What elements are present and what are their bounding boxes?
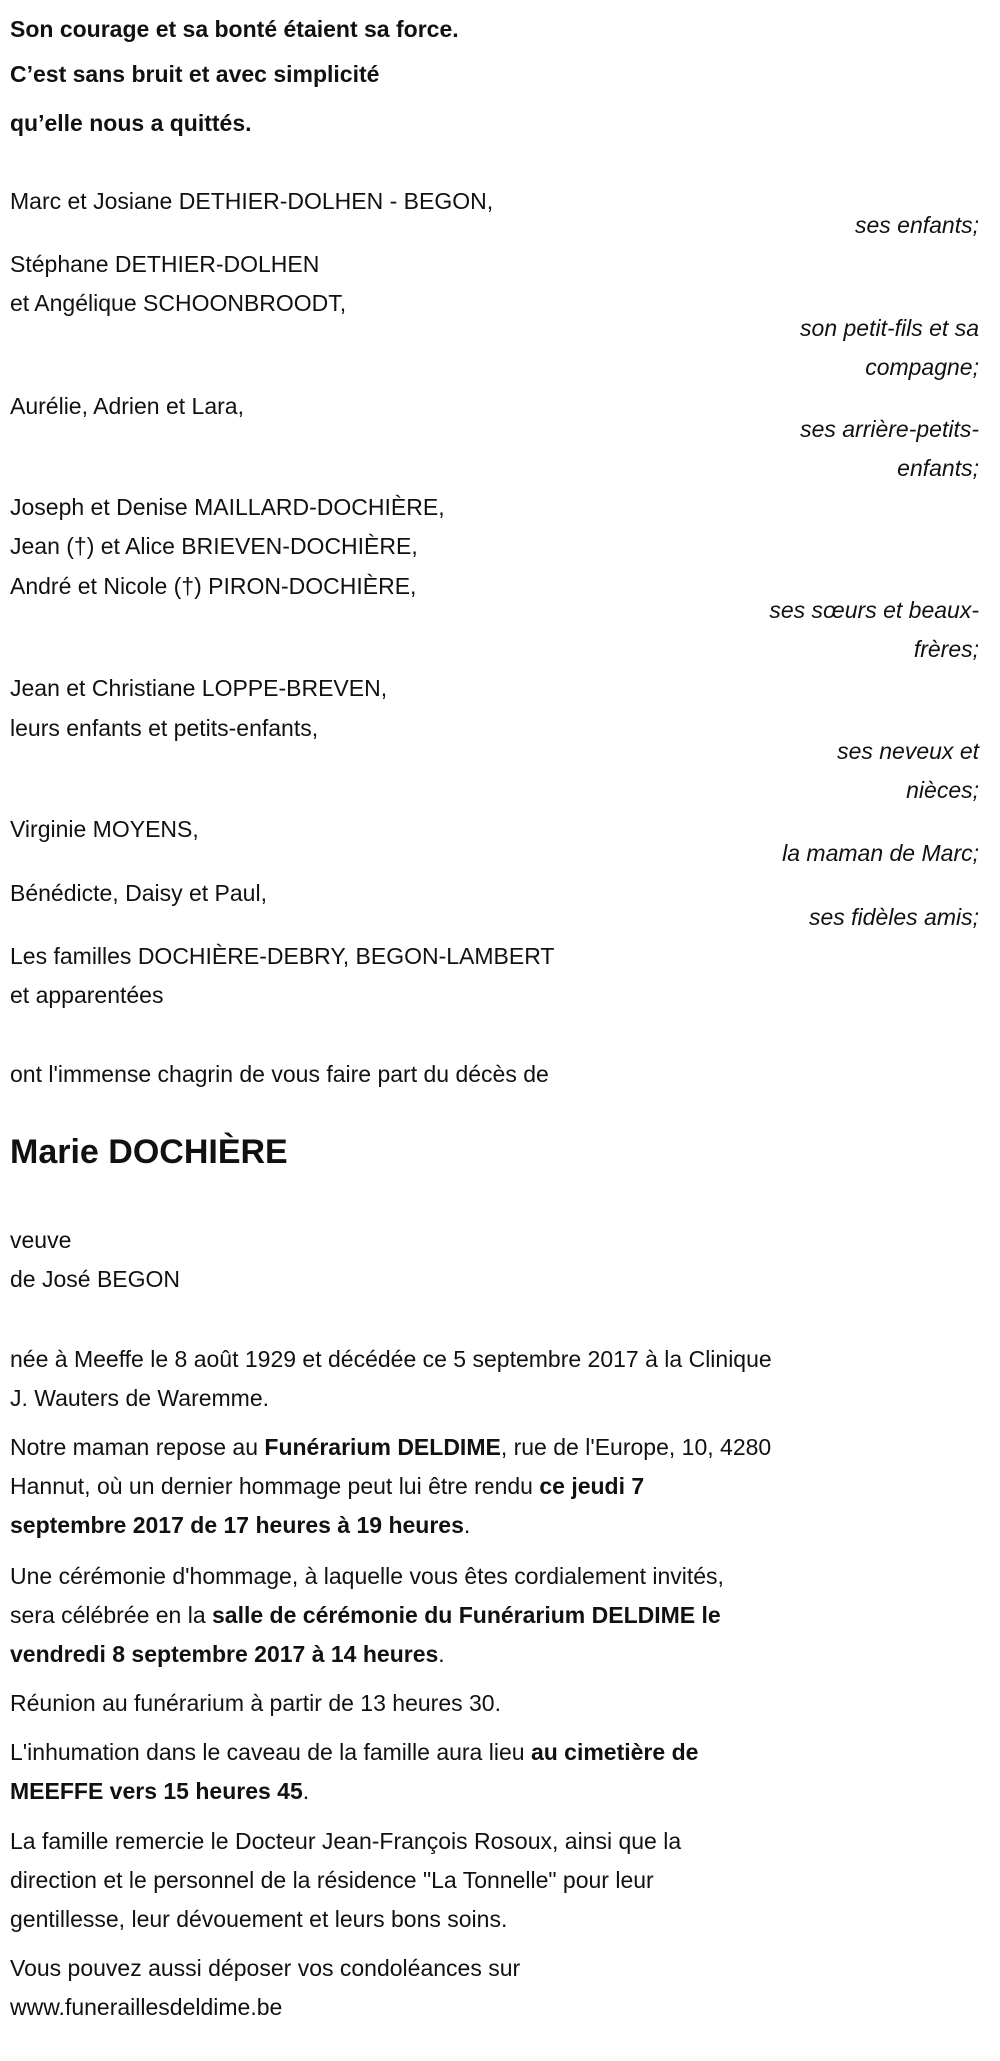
text: Notre maman repose au — [10, 1434, 265, 1460]
family-relation: la maman de Marc; — [782, 840, 979, 866]
text: . — [438, 1641, 445, 1667]
burial-text — [10, 1737, 698, 1767]
family-relation: enfants; — [897, 455, 979, 481]
family-relation: compagne; — [865, 354, 979, 380]
family-relation: ses enfants; — [854, 212, 979, 238]
burial-time: MEEFFE vers 15 heures 45 — [10, 1778, 303, 1804]
family-name: et Angélique SCHOONBROODT, — [10, 290, 347, 316]
ceremony-text — [10, 1639, 445, 1669]
family-name: Virginie MOYENS, — [10, 816, 199, 842]
family-name: Aurélie, Adrien et Lara, — [10, 393, 244, 419]
family-relation: son petit-fils et sa — [800, 315, 979, 341]
visitation-date: ce jeudi 7 — [539, 1473, 645, 1499]
quote-line: Son courage et sa bonté étaient sa force. — [10, 16, 459, 42]
announcement: ont l'immense chagrin de vous faire part du décès de — [10, 1061, 549, 1087]
family-relation: frères; — [913, 636, 979, 662]
text: , rue de l'Europe, 10, 4280 — [500, 1434, 772, 1460]
ceremony-date: vendredi 8 septembre 2017 à 14 heures — [10, 1641, 439, 1667]
visitation-text — [10, 1432, 771, 1462]
family-relation: ses sœurs et beaux- — [769, 597, 979, 623]
text: L'inhumation dans le caveau de la famille aura lieu — [10, 1739, 531, 1765]
family-name: leurs enfants et petits-enfants, — [10, 715, 319, 741]
text: sera célébrée en la — [10, 1602, 213, 1628]
quote-line: C’est sans bruit et avec simplicité — [10, 61, 380, 87]
family-name: André et Nicole (†) PIRON-DOCHIÈRE, — [10, 573, 417, 599]
visitation-date: septembre 2017 de 17 heures à 19 heures — [10, 1512, 464, 1538]
thanks-text: direction et le personnel de la résidence "La Tonnelle" pour leur — [10, 1867, 654, 1893]
birth-death-text: née à Meeffe le 8 août 1929 et décédée ce 5 septembre 2017 à la Clinique — [10, 1346, 772, 1372]
birth-death-text: J. Wauters de Waremme. — [10, 1385, 270, 1411]
family-relation: ses neveux et — [837, 738, 979, 764]
ceremony-place: salle de cérémonie du Funérarium DELDIME le — [212, 1602, 721, 1628]
funerarium-name: Funérarium DELDIME — [264, 1434, 501, 1460]
meeting-text: Réunion au funérarium à partir de 13 heures 30. — [10, 1690, 501, 1716]
family-name: Joseph et Denise MAILLARD-DOCHIÈRE, — [10, 494, 445, 520]
text: . — [302, 1778, 310, 1804]
family-name: Les familles DOCHIÈRE-DEBRY, BEGON-LAMBERT — [10, 943, 555, 969]
text: Hannut, où un dernier hommage peut lui être rendu — [10, 1473, 540, 1499]
quote-line: qu’elle nous a quittés. — [10, 110, 252, 136]
thanks-text: La famille remercie le Docteur Jean-François Rosoux, ainsi que la — [10, 1828, 682, 1854]
family-relation: ses arrière-petits- — [800, 416, 979, 442]
deceased-status: de José BEGON — [10, 1266, 181, 1292]
family-relation: ses fidèles amis; — [808, 904, 979, 930]
family-relation: nièces; — [906, 777, 979, 803]
condolences-link[interactable]: www.funeraillesdeldime.be — [10, 1994, 283, 2020]
burial-text — [10, 1776, 309, 1806]
family-name: Bénédicte, Daisy et Paul, — [10, 880, 267, 906]
ceremony-text: Une cérémonie d'hommage, à laquelle vous êtes cordialement invités, — [10, 1563, 724, 1589]
visitation-text — [10, 1471, 644, 1501]
burial-place: au cimetière de — [530, 1739, 699, 1765]
family-name: Jean (†) et Alice BRIEVEN-DOCHIÈRE, — [10, 533, 418, 559]
text: . — [463, 1512, 471, 1538]
visitation-text — [10, 1510, 470, 1540]
ceremony-text — [10, 1600, 721, 1630]
family-name: Marc et Josiane DETHIER-DOLHEN - BEGON, — [10, 188, 494, 214]
condolences-text: Vous pouvez aussi déposer vos condoléances sur — [10, 1955, 521, 1981]
family-name: Jean et Christiane LOPPE-BREVEN, — [10, 675, 388, 701]
family-name: Stéphane DETHIER-DOLHEN — [10, 251, 320, 277]
deceased-status: veuve — [10, 1227, 72, 1253]
family-name: et apparentées — [10, 982, 164, 1008]
deceased-name: Marie DOCHIÈRE — [10, 1133, 288, 1171]
thanks-text: gentillesse, leur dévouement et leurs bons soins. — [10, 1906, 508, 1932]
